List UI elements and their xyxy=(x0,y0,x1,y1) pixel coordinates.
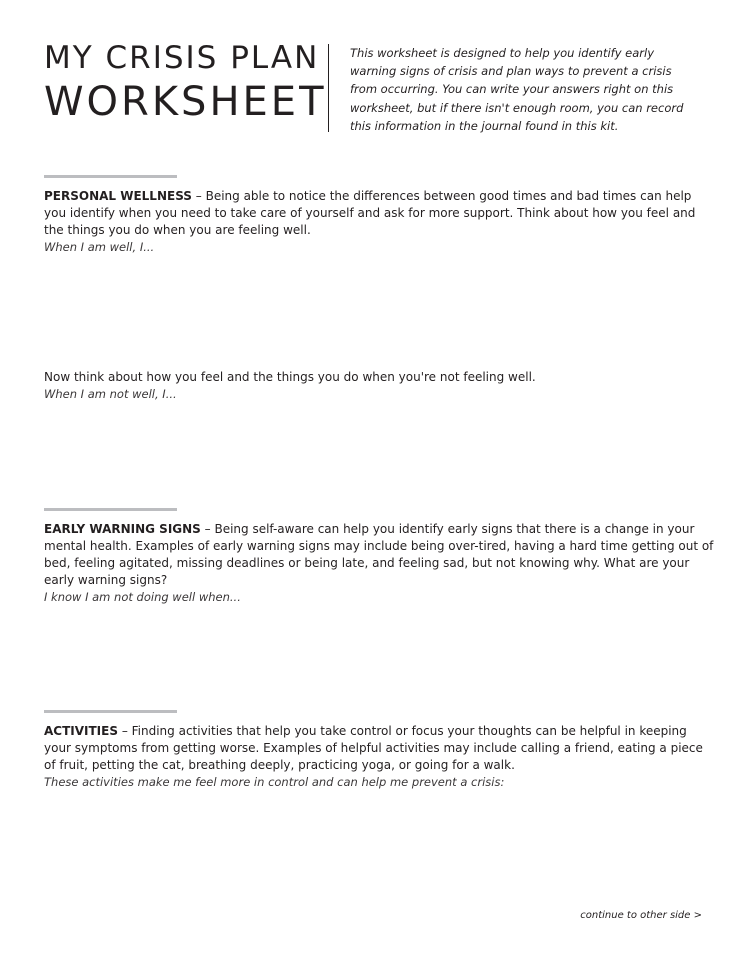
section-not-well xyxy=(44,369,714,403)
personal-wellness-body: – Being able to notice the differences between good times and bad times can help you identify when you need to take care of yourself and ask for more support. Think about how you feel and the things you do when you are feeling well. xyxy=(44,189,696,237)
activities-paragraph xyxy=(44,723,714,774)
early-warning-body: – Being self-aware can help you identify early signs that there is a change in your mental health. Examples of early warning signs may include being over-tired, having a hard time getting out of bed, feeling agitated, missing deadlines or being late, and feeling sad, but not knowing why. What are your early warning signs? xyxy=(44,522,714,587)
early-warning-heading: EARLY WARNING SIGNS xyxy=(44,522,201,536)
personal-wellness-heading: PERSONAL WELLNESS xyxy=(44,189,192,203)
section-rule xyxy=(44,175,177,178)
not-well-paragraph: Now think about how you feel and the things you do when you're not feeling well. xyxy=(44,370,536,384)
activities-heading: ACTIVITIES xyxy=(44,724,118,738)
activities-prompt: These activities make me feel more in control and can help me prevent a crisis: xyxy=(44,775,505,789)
when-well-prompt: When I am well, I... xyxy=(44,240,155,254)
activities-body: – Finding activities that help you take control or focus your thoughts can be helpful in keeping your symptoms from getting worse. Examples of helpful activities may include calling a friend, eating a piece of fruit, petting the cat, breathing deeply, practicing yoga, or going for a walk. xyxy=(44,724,703,772)
section-personal-wellness xyxy=(44,175,714,256)
worksheet-header xyxy=(44,40,714,140)
when-not-well-prompt: When I am not well, I... xyxy=(44,387,177,401)
not-doing-well-prompt: I know I am not doing well when... xyxy=(44,590,241,604)
personal-wellness-paragraph xyxy=(44,188,714,239)
section-rule xyxy=(44,710,177,713)
continue-note: continue to other side > xyxy=(580,910,702,921)
page-title-line-1: MY CRISIS PLAN xyxy=(44,40,320,76)
header-divider xyxy=(328,44,329,132)
section-rule xyxy=(44,508,177,511)
early-warning-paragraph xyxy=(44,521,714,589)
section-activities xyxy=(44,710,714,791)
page-title-line-2: WORKSHEET xyxy=(44,79,327,125)
intro-text: This worksheet is designed to help you identify early warning signs of crisis and plan ways to prevent a crisis from occurring. You can write your answers right on this worksheet, but if there isn't enough room, you can record this information in the journal found in this kit. xyxy=(350,46,684,133)
section-early-warning-signs xyxy=(44,508,714,606)
